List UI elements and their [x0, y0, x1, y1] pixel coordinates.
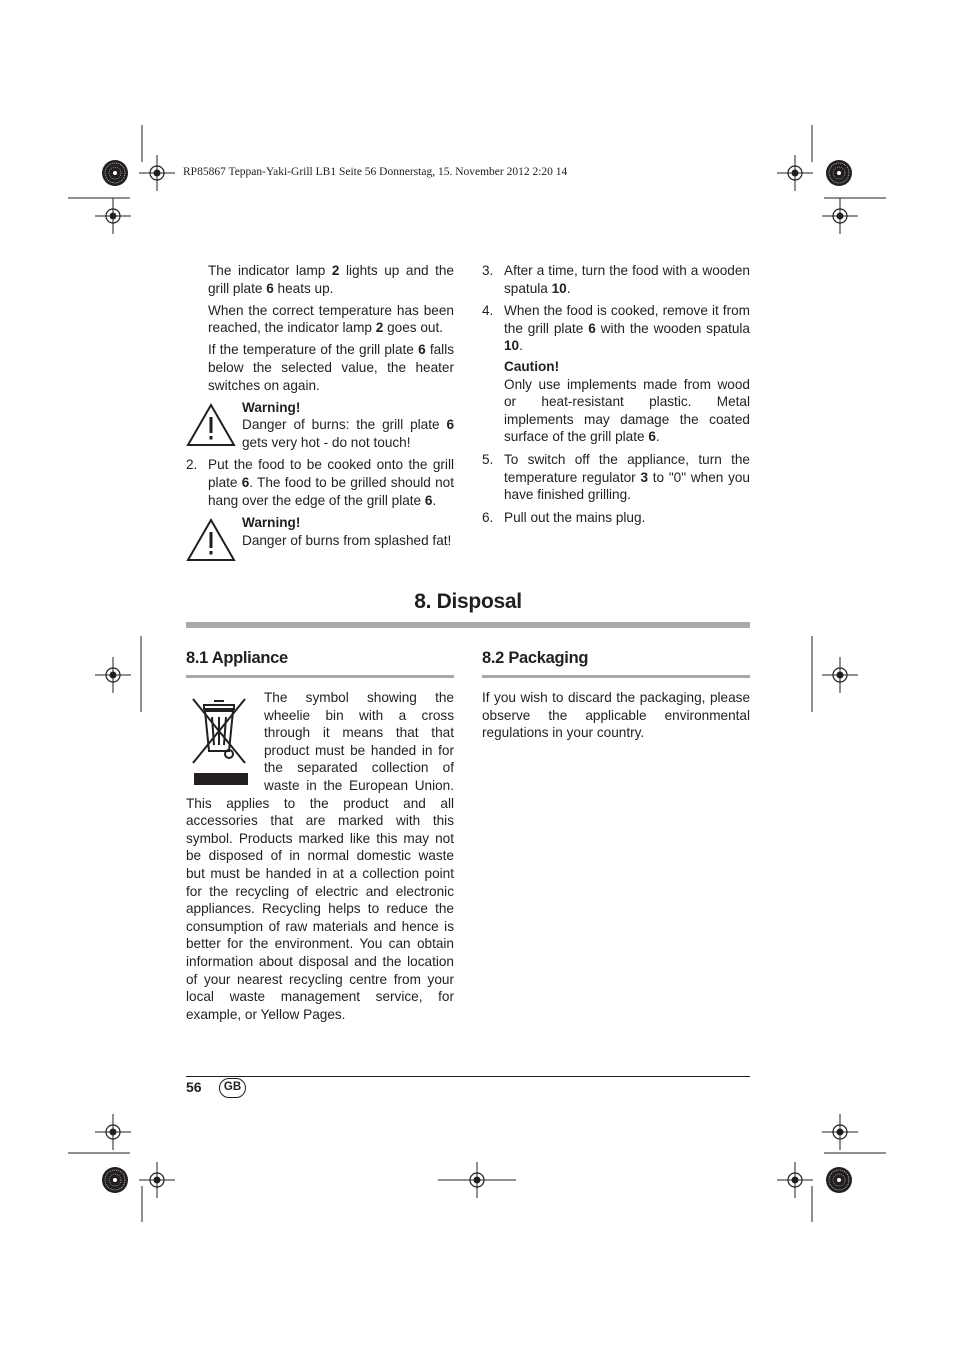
- step-5: 5. To switch off the appliance, turn the temperature regulator 3 to "0" when you have finished grilling.: [482, 451, 750, 503]
- appliance-disposal-text: [186, 689, 454, 1023]
- section-title: 8. Disposal: [414, 590, 522, 613]
- paragraph-heater-on-again: If the temperature of the grill plate 6 falls below the selected value, the heater switches on again.: [208, 342, 455, 393]
- caution-text: Only use implements made from wood or heat-resistant plastic. Metal implements may damage the coated surface of the grill plate 6.: [504, 376, 750, 445]
- paragraph-indicator-lamp: The indicator lamp 2 lights up and the grill plate 6 heats up.: [208, 263, 454, 296]
- left-column: [186, 262, 454, 554]
- right-column: [482, 262, 750, 531]
- step-2: 2. Put the food to be cooked onto the grill plate 6. The food to be grilled should not hang over the edge of the grill plate 6.: [186, 457, 454, 508]
- step-number: 5.: [482, 451, 494, 467]
- step-6: 6. Pull out the mains plug.: [482, 509, 646, 525]
- subsection-title-packaging: 8.2 Packaging: [482, 649, 589, 667]
- step-number: 4.: [482, 303, 494, 319]
- warning-triangle-icon: [186, 403, 236, 447]
- warning-hot-grill-plate: [186, 399, 454, 452]
- subsection-title-appliance: 8.1 Appliance: [186, 649, 288, 667]
- subsection-rule: [186, 675, 454, 678]
- section-rule: [186, 622, 750, 628]
- page-number: 56: [186, 1079, 202, 1095]
- warning-text: Danger of burns: the grill plate 6 gets very hot - do not touch!: [242, 417, 454, 450]
- paragraph-correct-temperature: When the correct temperature has been reached, the indicator lamp 2 goes out.: [208, 302, 454, 336]
- warning-title: Warning!: [242, 515, 301, 531]
- print-slug-line: RP85867 Teppan-Yaki-Grill LB1 Seite 56 Donnerstag, 15. November 2012 2:20 14: [183, 166, 568, 178]
- warning-triangle-icon: [186, 518, 236, 562]
- footer-rule: [186, 1076, 750, 1077]
- packaging-disposal-text: If you wish to discard the packaging, please observe the applicable environmental regulations in your country.: [482, 690, 750, 741]
- crossed-out-wheelie-bin-icon: [188, 693, 250, 785]
- step-number: 6.: [482, 509, 494, 525]
- appliance-paragraph: The symbol showing the wheelie bin with a cross through it means that that product must be handed in for the separated collection of waste in the European Union. This applies to the product and all accessories that are marked with this symbol. Products marked like this may not be disposed of in normal domestic waste but must be handed in at a collection point for the recycling of electric and electronic appliances. Recycling helps to reduce the consumption of raw materials and hence is better for the environment. You can obtain information about disposal and the location of your nearest recycling centre from your local waste management service, for example, or Yellow Pages.: [186, 690, 454, 1022]
- country-badge: GB: [219, 1078, 246, 1098]
- step-number: 2.: [186, 457, 198, 473]
- caution-title: Caution!: [504, 358, 560, 374]
- step-3: 3. After a time, turn the food with a wooden spatula 10.: [482, 263, 750, 296]
- step-number: 3.: [482, 263, 494, 278]
- warning-title: Warning!: [242, 399, 301, 415]
- caution-block: [482, 358, 750, 446]
- step-4: 4. When the food is cooked, remove it from the grill plate 6 with the wooden spatula 10.: [482, 303, 750, 354]
- warning-splashed-fat: [186, 514, 454, 549]
- warning-text: Danger of burns from splashed fat!: [242, 532, 452, 548]
- subsection-rule: [482, 675, 750, 678]
